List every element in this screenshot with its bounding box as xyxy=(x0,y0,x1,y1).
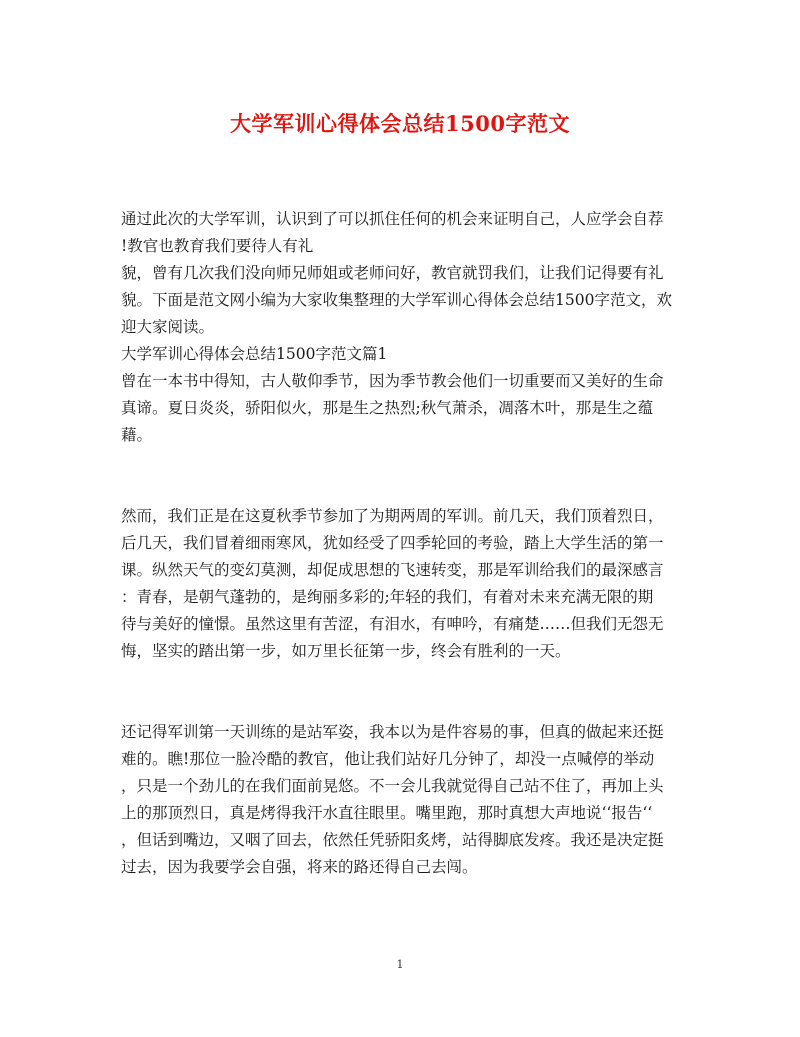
document-title: 大学军训心得体会总结1500字范文 xyxy=(230,111,570,136)
body-line: 后几天，我们冒着细雨寒风，犹如经受了四季轮回的考验，踏上大学生活的第一 xyxy=(121,534,664,552)
body-line: 难的。瞧!那位一脸冷酷的教官，他让我们站好几分钟了，却没一点喊停的举动 xyxy=(121,750,655,768)
body-line: 上的那顶烈日，真是烤得我汗水直往眼里。嘴里跑，那时真想大声地说‘‘报告‘‘ xyxy=(121,804,653,822)
body-line: 过去，因为我要学会自强，将来的路还得自己去闯。 xyxy=(121,858,478,876)
body-line: ：青春，是朝气蓬勃的，是绚丽多彩的;年轻的我们，有着对未来充满无限的期 xyxy=(121,588,654,606)
blank-line xyxy=(121,476,681,503)
body-line: 课。纵然天气的变幻莫测，却促成思想的飞速转变，那是军训给我们的最深感言 xyxy=(121,561,664,579)
blank-line xyxy=(121,665,681,692)
body-line: !教官也教育我们要待人有礼 xyxy=(121,237,314,255)
body-line: 迎大家阅读。 xyxy=(121,318,215,336)
body-line: 待与美好的憧憬。虽然这里有苦涩，有泪水，有呻吟，有痛楚……但我们无怨无 xyxy=(121,615,664,633)
body-line: 真谛。夏日炎炎，骄阳似火，那是生之热烈;秋气萧杀，凋落木叶，那是生之蕴 xyxy=(121,399,654,417)
body-line: 还记得军训第一天训练的是站军姿，我本以为是件容易的事，但真的做起来还挺 xyxy=(121,723,664,741)
page-number: 1 xyxy=(396,958,404,971)
body-line: 藉。 xyxy=(121,426,153,444)
document-body xyxy=(121,206,681,881)
body-line: 曾在一本书中得知，古人敬仰季节，因为季节教会他们一切重要而又美好的生命 xyxy=(121,372,664,390)
body-line: ，只是一个劲儿的在我们面前晃悠。不一会儿我就觉得自己站不住了，再加上头 xyxy=(121,777,664,795)
body-line: ，但话到嘴边，又咽了回去，依然任凭骄阳炙烤，站得脚底发疼。我还是决定挺 xyxy=(121,831,664,849)
body-line: 通过此次的大学军训，认识到了可以抓住任何的机会来证明自己，人应学会自荐 xyxy=(121,210,664,228)
body-line: 然而，我们正是在这夏秋季节参加了为期两周的军训。前几天，我们顶着烈日， xyxy=(121,507,664,525)
body-line: 貌。下面是范文网小编为大家收集整理的大学军训心得体会总结1500字范文，欢 xyxy=(121,291,672,309)
section-heading: 大学军训心得体会总结1500字范文篇1 xyxy=(121,345,388,363)
body-line: 貌，曾有几次我们没向师兄师姐或老师问好，教官就罚我们，让我们记得要有礼 xyxy=(121,264,664,282)
body-line: 悔，坚实的踏出第一步，如万里长征第一步，终会有胜利的一天。 xyxy=(121,642,571,660)
blank-line xyxy=(121,449,681,476)
blank-line xyxy=(121,692,681,719)
